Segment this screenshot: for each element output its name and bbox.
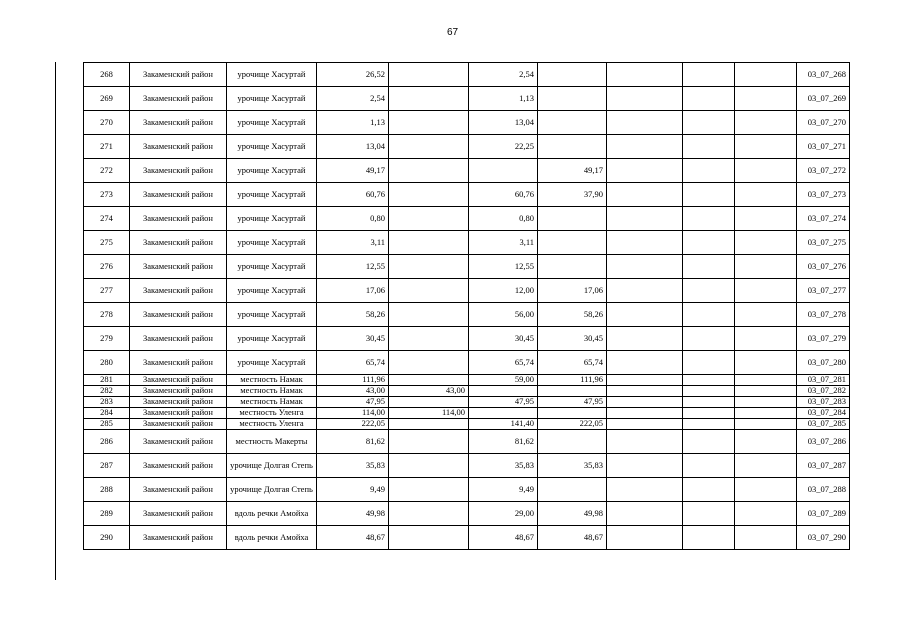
value-cell-4: 222,05: [317, 419, 389, 430]
district-cell: Закаменский район: [130, 207, 227, 231]
value-cell-10: [735, 111, 797, 135]
row-number-cell: 284: [84, 408, 130, 419]
location-cell: урочище Хасуртай: [227, 327, 317, 351]
value-cell-8: [607, 63, 683, 87]
code-cell: 03_07_269: [797, 87, 850, 111]
value-cell-10: [735, 375, 797, 386]
value-cell-9: [683, 397, 735, 408]
table-row: [84, 526, 850, 550]
code-cell: 03_07_281: [797, 375, 850, 386]
value-cell-5: [389, 303, 469, 327]
page-number: 67: [446, 27, 459, 38]
row-number-cell: 279: [84, 327, 130, 351]
value-cell-8: [607, 408, 683, 419]
value-cell-9: [683, 502, 735, 526]
value-cell-9: [683, 135, 735, 159]
value-cell-6: [469, 159, 538, 183]
value-cell-7: [538, 478, 607, 502]
row-number-cell: 287: [84, 454, 130, 478]
value-cell-10: [735, 327, 797, 351]
value-cell-5: [389, 478, 469, 502]
value-cell-5: [389, 526, 469, 550]
table-row: [84, 303, 850, 327]
table-row: [84, 419, 850, 430]
value-cell-8: [607, 255, 683, 279]
district-cell: Закаменский район: [130, 303, 227, 327]
row-number-cell: 274: [84, 207, 130, 231]
location-cell: местность Намак: [227, 386, 317, 397]
value-cell-6: 30,45: [469, 327, 538, 351]
location-cell: местность Уленга: [227, 419, 317, 430]
district-cell: Закаменский район: [130, 478, 227, 502]
value-cell-4: 1,13: [317, 111, 389, 135]
value-cell-6: 1,13: [469, 87, 538, 111]
value-cell-10: [735, 279, 797, 303]
value-cell-7: 58,26: [538, 303, 607, 327]
district-cell: Закаменский район: [130, 351, 227, 375]
row-number-cell: 285: [84, 419, 130, 430]
value-cell-4: 2,54: [317, 87, 389, 111]
row-number-cell: 281: [84, 375, 130, 386]
table-row: [84, 408, 850, 419]
row-number-cell: 276: [84, 255, 130, 279]
value-cell-4: 65,74: [317, 351, 389, 375]
value-cell-8: [607, 87, 683, 111]
location-cell: местность Намак: [227, 397, 317, 408]
code-cell: 03_07_285: [797, 419, 850, 430]
table-row: [84, 430, 850, 454]
value-cell-10: [735, 397, 797, 408]
code-cell: 03_07_282: [797, 386, 850, 397]
value-cell-5: [389, 454, 469, 478]
value-cell-5: [389, 207, 469, 231]
value-cell-10: [735, 303, 797, 327]
location-cell: урочище Хасуртай: [227, 63, 317, 87]
district-cell: Закаменский район: [130, 375, 227, 386]
row-number-cell: 272: [84, 159, 130, 183]
value-cell-9: [683, 375, 735, 386]
value-cell-10: [735, 207, 797, 231]
code-cell: 03_07_272: [797, 159, 850, 183]
value-cell-5: 43,00: [389, 386, 469, 397]
value-cell-6: 0,80: [469, 207, 538, 231]
value-cell-10: [735, 386, 797, 397]
table-row: [84, 63, 850, 87]
value-cell-7: 49,98: [538, 502, 607, 526]
district-cell: Закаменский район: [130, 327, 227, 351]
location-cell: урочище Хасуртай: [227, 303, 317, 327]
binding-margin-line: [55, 62, 56, 580]
value-cell-10: [735, 454, 797, 478]
value-cell-7: [538, 207, 607, 231]
value-cell-6: 12,55: [469, 255, 538, 279]
value-cell-9: [683, 279, 735, 303]
value-cell-6: 81,62: [469, 430, 538, 454]
value-cell-10: [735, 526, 797, 550]
value-cell-7: 35,83: [538, 454, 607, 478]
value-cell-9: [683, 478, 735, 502]
value-cell-7: 49,17: [538, 159, 607, 183]
table-row: [84, 231, 850, 255]
location-cell: урочище Долгая Степь: [227, 454, 317, 478]
table-row: [84, 375, 850, 386]
value-cell-4: 26,52: [317, 63, 389, 87]
district-cell: Закаменский район: [130, 135, 227, 159]
code-cell: 03_07_279: [797, 327, 850, 351]
value-cell-5: [389, 159, 469, 183]
value-cell-10: [735, 351, 797, 375]
value-cell-5: [389, 183, 469, 207]
value-cell-8: [607, 135, 683, 159]
value-cell-7: [538, 111, 607, 135]
value-cell-5: [389, 135, 469, 159]
value-cell-8: [607, 159, 683, 183]
value-cell-8: [607, 526, 683, 550]
row-number-cell: 275: [84, 231, 130, 255]
value-cell-4: 3,11: [317, 231, 389, 255]
value-cell-8: [607, 419, 683, 430]
value-cell-5: [389, 419, 469, 430]
district-cell: Закаменский район: [130, 408, 227, 419]
location-cell: местность Макерты: [227, 430, 317, 454]
value-cell-10: [735, 87, 797, 111]
value-cell-6: 47,95: [469, 397, 538, 408]
value-cell-8: [607, 327, 683, 351]
row-number-cell: 286: [84, 430, 130, 454]
value-cell-4: 49,17: [317, 159, 389, 183]
location-cell: урочище Хасуртай: [227, 231, 317, 255]
code-cell: 03_07_287: [797, 454, 850, 478]
value-cell-8: [607, 430, 683, 454]
value-cell-8: [607, 303, 683, 327]
value-cell-7: [538, 408, 607, 419]
value-cell-10: [735, 502, 797, 526]
value-cell-6: [469, 386, 538, 397]
value-cell-5: [389, 430, 469, 454]
location-cell: вдоль речки Амойха: [227, 526, 317, 550]
value-cell-9: [683, 255, 735, 279]
location-cell: урочище Хасуртай: [227, 255, 317, 279]
table-row: [84, 502, 850, 526]
value-cell-5: [389, 111, 469, 135]
value-cell-6: 29,00: [469, 502, 538, 526]
table-row: [84, 159, 850, 183]
value-cell-6: 22,25: [469, 135, 538, 159]
code-cell: 03_07_274: [797, 207, 850, 231]
value-cell-4: 9,49: [317, 478, 389, 502]
location-cell: урочище Хасуртай: [227, 207, 317, 231]
value-cell-8: [607, 183, 683, 207]
value-cell-4: 48,67: [317, 526, 389, 550]
value-cell-9: [683, 183, 735, 207]
code-cell: 03_07_284: [797, 408, 850, 419]
value-cell-10: [735, 430, 797, 454]
value-cell-9: [683, 351, 735, 375]
value-cell-7: [538, 231, 607, 255]
value-cell-8: [607, 397, 683, 408]
value-cell-6: 48,67: [469, 526, 538, 550]
district-cell: Закаменский район: [130, 430, 227, 454]
value-cell-4: 111,96: [317, 375, 389, 386]
table-row: [84, 207, 850, 231]
value-cell-5: [389, 502, 469, 526]
location-cell: урочище Хасуртай: [227, 111, 317, 135]
value-cell-10: [735, 231, 797, 255]
value-cell-9: [683, 111, 735, 135]
value-cell-7: [538, 255, 607, 279]
district-cell: Закаменский район: [130, 526, 227, 550]
value-cell-10: [735, 63, 797, 87]
table-row: [84, 135, 850, 159]
code-cell: 03_07_280: [797, 351, 850, 375]
table-row: [84, 454, 850, 478]
value-cell-8: [607, 386, 683, 397]
district-cell: Закаменский район: [130, 183, 227, 207]
value-cell-4: 35,83: [317, 454, 389, 478]
value-cell-5: [389, 279, 469, 303]
location-cell: вдоль речки Амойха: [227, 502, 317, 526]
value-cell-7: [538, 386, 607, 397]
value-cell-7: 65,74: [538, 351, 607, 375]
value-cell-7: 222,05: [538, 419, 607, 430]
value-cell-10: [735, 159, 797, 183]
value-cell-9: [683, 454, 735, 478]
value-cell-5: [389, 87, 469, 111]
district-cell: Закаменский район: [130, 255, 227, 279]
code-cell: 03_07_286: [797, 430, 850, 454]
value-cell-6: 56,00: [469, 303, 538, 327]
value-cell-8: [607, 351, 683, 375]
district-cell: Закаменский район: [130, 231, 227, 255]
row-number-cell: 290: [84, 526, 130, 550]
value-cell-6: 12,00: [469, 279, 538, 303]
district-cell: Закаменский район: [130, 419, 227, 430]
land-plots-table: [83, 62, 850, 550]
value-cell-4: 17,06: [317, 279, 389, 303]
row-number-cell: 277: [84, 279, 130, 303]
district-cell: Закаменский район: [130, 159, 227, 183]
value-cell-4: 13,04: [317, 135, 389, 159]
value-cell-5: [389, 255, 469, 279]
value-cell-9: [683, 63, 735, 87]
location-cell: урочище Долгая Степь: [227, 478, 317, 502]
code-cell: 03_07_270: [797, 111, 850, 135]
table-row: [84, 397, 850, 408]
value-cell-4: 81,62: [317, 430, 389, 454]
code-cell: 03_07_276: [797, 255, 850, 279]
code-cell: 03_07_275: [797, 231, 850, 255]
district-cell: Закаменский район: [130, 63, 227, 87]
value-cell-7: 48,67: [538, 526, 607, 550]
code-cell: 03_07_268: [797, 63, 850, 87]
row-number-cell: 282: [84, 386, 130, 397]
code-cell: 03_07_273: [797, 183, 850, 207]
value-cell-10: [735, 419, 797, 430]
district-cell: Закаменский район: [130, 502, 227, 526]
value-cell-7: [538, 135, 607, 159]
value-cell-8: [607, 454, 683, 478]
code-cell: 03_07_289: [797, 502, 850, 526]
location-cell: местность Уленга: [227, 408, 317, 419]
value-cell-8: [607, 279, 683, 303]
value-cell-6: 9,49: [469, 478, 538, 502]
row-number-cell: 283: [84, 397, 130, 408]
value-cell-7: [538, 430, 607, 454]
value-cell-9: [683, 207, 735, 231]
value-cell-9: [683, 408, 735, 419]
value-cell-5: 114,00: [389, 408, 469, 419]
location-cell: урочище Хасуртай: [227, 351, 317, 375]
value-cell-5: [389, 231, 469, 255]
value-cell-4: 58,26: [317, 303, 389, 327]
location-cell: урочище Хасуртай: [227, 135, 317, 159]
value-cell-8: [607, 502, 683, 526]
table-row: [84, 255, 850, 279]
value-cell-10: [735, 183, 797, 207]
table-row: [84, 327, 850, 351]
table-row: [84, 87, 850, 111]
table-row: [84, 386, 850, 397]
value-cell-9: [683, 87, 735, 111]
value-cell-6: 60,76: [469, 183, 538, 207]
location-cell: урочище Хасуртай: [227, 279, 317, 303]
value-cell-5: [389, 327, 469, 351]
value-cell-9: [683, 430, 735, 454]
value-cell-7: 111,96: [538, 375, 607, 386]
value-cell-5: [389, 397, 469, 408]
row-number-cell: 280: [84, 351, 130, 375]
location-cell: урочище Хасуртай: [227, 87, 317, 111]
location-cell: местность Намак: [227, 375, 317, 386]
value-cell-5: [389, 375, 469, 386]
value-cell-4: 12,55: [317, 255, 389, 279]
value-cell-4: 30,45: [317, 327, 389, 351]
value-cell-7: 37,90: [538, 183, 607, 207]
value-cell-10: [735, 408, 797, 419]
value-cell-8: [607, 478, 683, 502]
value-cell-8: [607, 231, 683, 255]
code-cell: 03_07_283: [797, 397, 850, 408]
district-cell: Закаменский район: [130, 454, 227, 478]
value-cell-9: [683, 303, 735, 327]
value-cell-5: [389, 351, 469, 375]
table-row: [84, 183, 850, 207]
row-number-cell: 268: [84, 63, 130, 87]
district-cell: Закаменский район: [130, 111, 227, 135]
table-row: [84, 478, 850, 502]
row-number-cell: 271: [84, 135, 130, 159]
value-cell-10: [735, 135, 797, 159]
district-cell: Закаменский район: [130, 386, 227, 397]
value-cell-9: [683, 231, 735, 255]
value-cell-4: 47,95: [317, 397, 389, 408]
value-cell-10: [735, 255, 797, 279]
district-cell: Закаменский район: [130, 279, 227, 303]
value-cell-8: [607, 207, 683, 231]
value-cell-9: [683, 526, 735, 550]
value-cell-4: 114,00: [317, 408, 389, 419]
value-cell-9: [683, 327, 735, 351]
value-cell-6: 141,40: [469, 419, 538, 430]
table-row: [84, 111, 850, 135]
value-cell-6: 3,11: [469, 231, 538, 255]
value-cell-9: [683, 419, 735, 430]
value-cell-6: 35,83: [469, 454, 538, 478]
value-cell-7: 30,45: [538, 327, 607, 351]
value-cell-7: [538, 87, 607, 111]
value-cell-6: 2,54: [469, 63, 538, 87]
value-cell-8: [607, 111, 683, 135]
row-number-cell: 270: [84, 111, 130, 135]
value-cell-6: 59,00: [469, 375, 538, 386]
value-cell-6: 65,74: [469, 351, 538, 375]
value-cell-4: 60,76: [317, 183, 389, 207]
value-cell-4: 0,80: [317, 207, 389, 231]
value-cell-7: 17,06: [538, 279, 607, 303]
table-body: [84, 63, 850, 550]
row-number-cell: 288: [84, 478, 130, 502]
table-row: [84, 351, 850, 375]
value-cell-7: 47,95: [538, 397, 607, 408]
row-number-cell: 289: [84, 502, 130, 526]
row-number-cell: 273: [84, 183, 130, 207]
district-cell: Закаменский район: [130, 87, 227, 111]
code-cell: 03_07_290: [797, 526, 850, 550]
value-cell-9: [683, 159, 735, 183]
value-cell-10: [735, 478, 797, 502]
value-cell-7: [538, 63, 607, 87]
value-cell-4: 43,00: [317, 386, 389, 397]
value-cell-4: 49,98: [317, 502, 389, 526]
district-cell: Закаменский район: [130, 397, 227, 408]
value-cell-5: [389, 63, 469, 87]
row-number-cell: 278: [84, 303, 130, 327]
location-cell: урочище Хасуртай: [227, 183, 317, 207]
location-cell: урочище Хасуртай: [227, 159, 317, 183]
table-row: [84, 279, 850, 303]
code-cell: 03_07_271: [797, 135, 850, 159]
code-cell: 03_07_278: [797, 303, 850, 327]
value-cell-6: [469, 408, 538, 419]
code-cell: 03_07_277: [797, 279, 850, 303]
row-number-cell: 269: [84, 87, 130, 111]
value-cell-9: [683, 386, 735, 397]
code-cell: 03_07_288: [797, 478, 850, 502]
value-cell-6: 13,04: [469, 111, 538, 135]
value-cell-8: [607, 375, 683, 386]
